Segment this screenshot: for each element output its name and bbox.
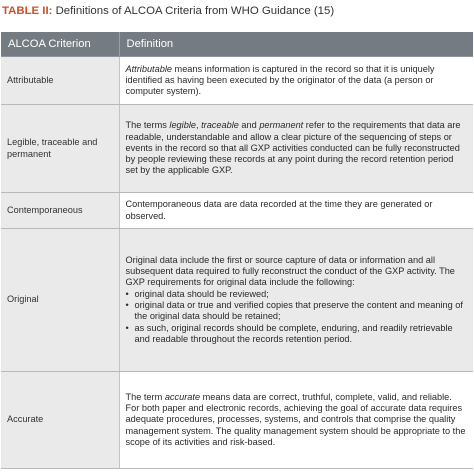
alcoa-definitions-table <box>1 32 473 469</box>
definition-text: means data are correct, truthful, complete, valid, and reliable. For both paper and electronic records, achieving the goal of accurate data requires adequate procedures, processes, systems, and controls that comprise the quality management system. The quality management system should be appropriate to the scope of its activities and risk-based. <box>125 391 466 447</box>
list-item: • original data should be reviewed; <box>126 289 468 300</box>
definition-term: accurate <box>164 391 201 402</box>
definition-bullet-list <box>126 289 468 345</box>
list-item: • as such, original records should be complete, enduring, and readily retrievable and readable throughout the records retention period. <box>126 323 468 346</box>
definition-text: means information is captured in the record so that it is uniquely identified as having been executed by the originator of the data (a person or computer system). <box>125 63 435 97</box>
definition-term: traceable <box>201 120 239 131</box>
criterion-cell: Accurate <box>1 372 119 469</box>
definition-cell: Contemporaneous data are data recorded at the time they are generated or observed. <box>119 193 473 229</box>
column-header-criterion: ALCOA Criterion <box>1 32 119 57</box>
definition-cell <box>119 372 473 469</box>
table-row <box>1 229 473 372</box>
definition-term: Attributable <box>125 63 172 74</box>
definition-cell <box>119 229 473 372</box>
definition-intro: Original data include the first or source capture of data or information and all subsequent data required to fully reconstruct the conduct of the GXP activity. The GXP requirements for original data include the following: <box>125 254 455 288</box>
definition-text: , <box>195 120 202 131</box>
definition-text: The terms <box>125 120 170 131</box>
definition-cell <box>119 57 473 105</box>
table-row <box>1 57 473 105</box>
table-row <box>1 193 473 229</box>
table-row <box>1 372 473 469</box>
definition-term: legible <box>169 120 196 131</box>
definition-text: refer to the requirements that data are readable, understandable and allow a clear picture of the sequencing of steps or events in the record so that all GXP activities conducted can be fully reconstructed by people reviewing these records at any point during the record retention period set by the applicable GXP. <box>125 120 461 176</box>
criterion-cell: Attributable <box>1 57 119 105</box>
criterion-cell: Contemporaneous <box>1 193 119 229</box>
definition-text: and <box>238 120 260 131</box>
table-header-row <box>1 32 473 57</box>
definition-text: The term <box>125 391 165 402</box>
criterion-cell: Legible, traceable and permanent <box>1 105 119 193</box>
column-header-definition: Definition <box>119 32 473 57</box>
definition-cell <box>119 105 473 193</box>
table-caption-text: Definitions of ALCOA Criteria from WHO Guidance (15) <box>55 5 335 17</box>
table-caption <box>2 4 334 28</box>
criterion-cell: Original <box>1 229 119 372</box>
definition-term: permanent <box>259 120 304 131</box>
table-caption-label: TABLE II: <box>2 5 53 17</box>
list-item: • original data or true and verified copies that preserve the content and meaning of the original data should be retained; <box>126 300 468 323</box>
table-row <box>1 105 473 193</box>
